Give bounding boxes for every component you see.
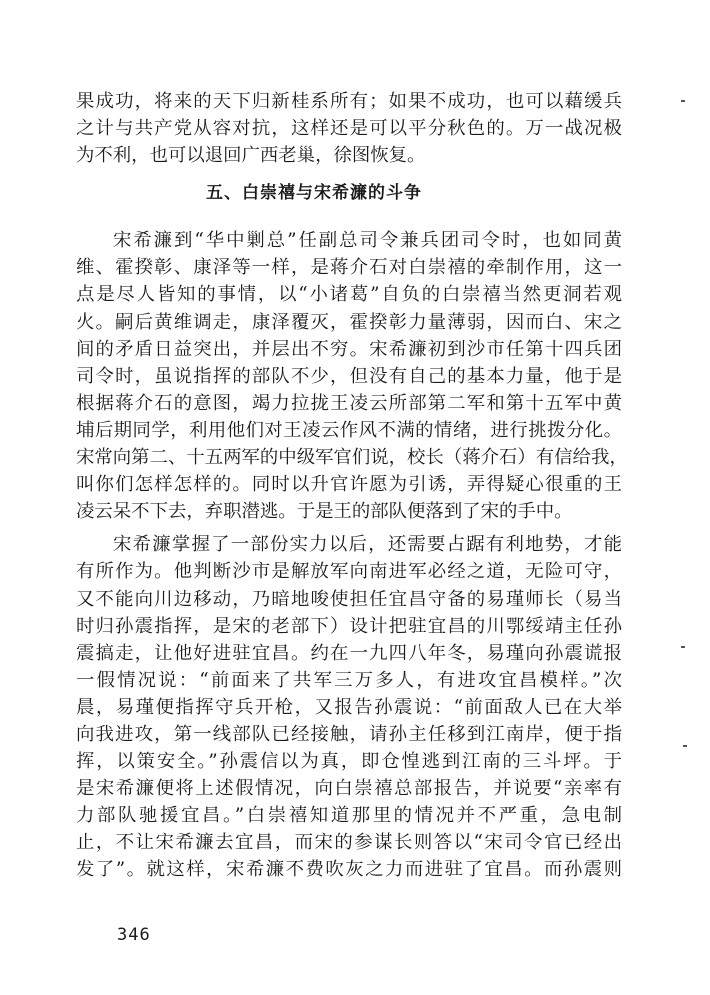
text-line: 发了”。就这样，宋希濂不费吹灰之力而进驻了宜昌。而孙震则 xyxy=(76,859,622,881)
page-number: 346 xyxy=(117,925,151,945)
text-line: 止，不让宋希濂去宜昌，而宋的参谋长则答以“宋司令官已经出 xyxy=(76,832,622,854)
paragraph xyxy=(76,531,622,883)
text-line: 为不利，也可以退回广西老巢，徐图恢复。 xyxy=(76,145,426,167)
paragraph-intro xyxy=(76,88,622,169)
text-line: 挥，以策安全。”孙震信以为真，即仓惶逃到江南的三斗坪。于 xyxy=(76,751,622,773)
text-line: 有所作为。他判断沙市是解放军向南进军必经之道，无险可守， xyxy=(76,561,622,583)
text-line: 司令时，虽说指挥的部队不少，但没有自己的基本力量，他于是 xyxy=(76,365,622,387)
text-line: 火。嗣后黄维调走，康泽覆灭，霍揆彰力量薄弱，因而白、宋之 xyxy=(76,311,622,333)
text-line: 宋常向第二、十五两军的中级军官们说，校长（蒋介石）有信给我， xyxy=(76,447,628,469)
text-line: 力部队驰援宜昌。”白崇禧知道那里的情况并不严重，急电制 xyxy=(76,805,622,827)
text-line: 宋希濂到“华中剿总”任副总司令兼兵团司令时，也如同黄 xyxy=(113,230,622,252)
section-heading: 五、白崇禧与宋希濂的斗争 xyxy=(206,183,422,204)
text-line: 根据蒋介石的意图，竭力拉拢王凌云所部第二军和第十五军中黄 xyxy=(76,392,622,414)
text-line: 一假情况说：“前面来了共军三万多人，有进攻宜昌模样。”次 xyxy=(76,669,622,691)
margin-mark xyxy=(681,646,685,648)
margin-mark xyxy=(681,100,685,102)
text-line: 向我进攻，第一线部队已经接触，请孙主任移到江南岸，便于指 xyxy=(76,723,622,745)
text-line: 之计与共产党从容对抗，这样还是可以平分秋色的。万一战况极 xyxy=(76,118,622,140)
text-line: 点是尽人皆知的事情，以“小诸葛”自负的白崇禧当然更洞若观 xyxy=(76,284,622,306)
paragraph xyxy=(76,227,628,525)
text-line: 凌云呆不下去，弃职潜逃。于是王的部队便落到了宋的手中。 xyxy=(76,501,573,523)
text-line: 是宋希濂便将上述假情况，向白崇禧总部报告，并说要“亲率有 xyxy=(76,778,622,800)
text-line: 维、霍揆彰、康泽等一样，是蒋介石对白崇禧的牵制作用，这一 xyxy=(76,257,622,279)
text-line: 叫你们怎样怎样的。同时以升官许愿为引诱，弄得疑心很重的王 xyxy=(76,474,622,496)
text-line: 埔后期同学，利用他们对王凌云作风不满的情绪，进行挑拨分化。 xyxy=(76,419,622,441)
text-line: 震搞走，让他好进驻宜昌。约在一九四八年冬，易瑾向孙震谎报 xyxy=(76,642,622,664)
text-line: 间的矛盾日益突出，并层出不穷。宋希濂初到沙市任第十四兵团 xyxy=(76,338,622,360)
text-line: 宋希濂掌握了一部份实力以后，还需要占踞有利地势，才能 xyxy=(113,534,622,556)
text-line: 时归孙震指挥，是宋的老部下）设计把驻宜昌的川鄂绥靖主任孙 xyxy=(76,615,622,637)
text-line: 果成功，将来的天下归新桂系所有；如果不成功，也可以藉缓兵 xyxy=(76,91,622,112)
margin-mark xyxy=(683,745,687,747)
body-text xyxy=(76,88,628,884)
text-line: 又不能向川边移动，乃暗地唆使担任宜昌守备的易瑾师长（易当 xyxy=(76,588,622,610)
text-line: 晨，易瑾便指挥守兵开枪，又报告孙震说：“前面敌人已在大举 xyxy=(76,696,622,718)
